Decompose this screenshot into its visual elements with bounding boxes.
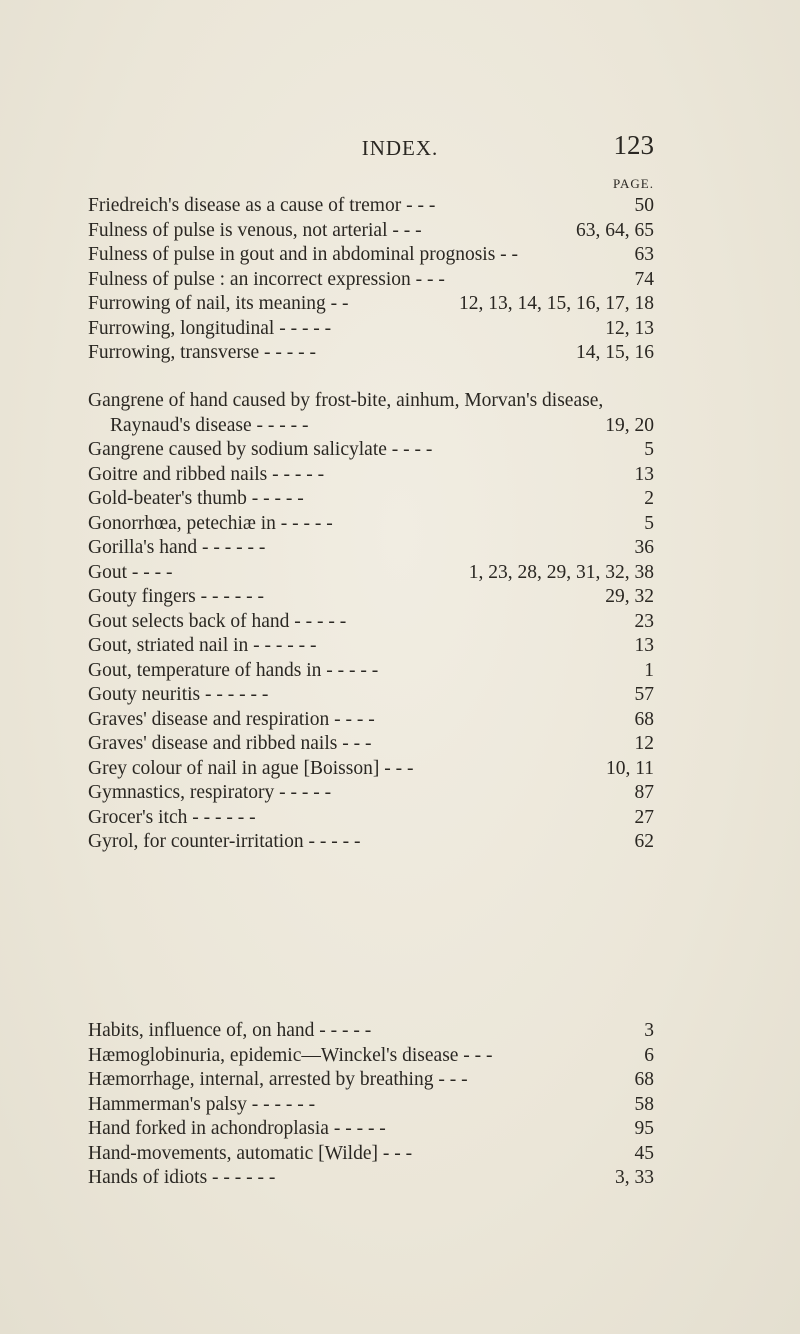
index-entry bbox=[88, 1019, 654, 1044]
index-entry-term: Hammerman's palsy - - - - - - bbox=[88, 1093, 316, 1115]
index-entry-pages: 23 bbox=[634, 610, 654, 632]
index-entry-pages: 63 bbox=[634, 244, 654, 265]
index-entry-pages: 19, 20 bbox=[605, 414, 654, 436]
index-entry-pages: 68 bbox=[634, 1069, 654, 1090]
index-entry-pages: 10, 11 bbox=[605, 757, 654, 779]
index-entry-pages: 45 bbox=[634, 1142, 654, 1164]
index-entry-term: Graves' disease and ribbed nails - - - bbox=[88, 733, 372, 754]
index-entry-pages: 2 bbox=[644, 488, 654, 509]
index-entry bbox=[88, 341, 654, 366]
index-entry bbox=[88, 1142, 654, 1167]
index-entry-pages: 62 bbox=[634, 831, 654, 852]
index-section-f bbox=[88, 194, 654, 366]
index-entry-term: Hæmoglobinuria, epidemic—Winckel's disease - - - bbox=[88, 1044, 493, 1066]
index-entry-pages: 1 bbox=[644, 659, 654, 681]
index-entry-pages: 58 bbox=[634, 1093, 654, 1115]
index-entry bbox=[88, 781, 654, 806]
index-entry-term: Furrowing, longitudinal - - - - - bbox=[88, 317, 332, 339]
index-entry bbox=[88, 389, 654, 414]
index-entry-term: Gout - - - - bbox=[88, 561, 173, 583]
index-entry-pages: 6 bbox=[644, 1044, 654, 1066]
index-entry-term: Gangrene caused by sodium salicylate - - - - bbox=[88, 439, 433, 460]
index-entry bbox=[88, 536, 654, 561]
index-entry bbox=[88, 1166, 654, 1191]
index-entry bbox=[88, 219, 654, 244]
index-entry-pages: 12, 13 bbox=[605, 317, 654, 339]
index-entry-pages: 5 bbox=[644, 439, 654, 460]
index-entry-term: Friedreich's disease as a cause of tremor - - - bbox=[88, 195, 436, 216]
index-entry bbox=[88, 463, 654, 488]
index-entry-term: Gouty fingers - - - - - - bbox=[88, 586, 264, 607]
index-entry-term: Gorilla's hand - - - - - - bbox=[88, 537, 266, 558]
index-entry-term: Gold-beater's thumb - - - - - bbox=[88, 488, 304, 509]
index-entry-term: Gout selects back of hand - - - - - bbox=[88, 610, 347, 632]
index-entry bbox=[88, 317, 654, 342]
index-entry-term: Hand forked in achondroplasia - - - - - bbox=[88, 1118, 386, 1139]
index-entry-term: Gangrene of hand caused by frost-bite, ainhum, Morvan's disease, bbox=[88, 390, 604, 411]
index-entry-term: Gyrol, for counter-irritation - - - - - bbox=[88, 831, 361, 852]
index-entry bbox=[88, 610, 654, 635]
index-entry-pages: 87 bbox=[634, 782, 654, 803]
index-entry bbox=[88, 1068, 654, 1093]
index-entry-pages: 95 bbox=[634, 1118, 654, 1139]
index-entry-pages: 36 bbox=[634, 537, 654, 558]
index-entry bbox=[88, 292, 654, 317]
index-entry-pages: 29, 32 bbox=[605, 586, 654, 607]
index-entry bbox=[88, 1117, 654, 1142]
index-entry-pages: 63, 64, 65 bbox=[576, 219, 654, 241]
index-entry-term: Gout, striated nail in - - - - - - bbox=[88, 635, 317, 656]
index-entry bbox=[88, 806, 654, 831]
index-entry-pages: 3 bbox=[644, 1020, 654, 1041]
index-entry-term: Grey colour of nail in ague [Boisson] - - - bbox=[88, 757, 414, 779]
index-entry-term: Habits, influence of, on hand - - - - - bbox=[88, 1020, 372, 1041]
index-entry-pages: 74 bbox=[634, 268, 654, 290]
page-number: 123 bbox=[613, 130, 654, 160]
index-entry bbox=[88, 512, 654, 537]
index-entry-pages: 14, 15, 16 bbox=[576, 342, 654, 363]
index-entry bbox=[88, 757, 654, 782]
index-entry-term: Gouty neuritis - - - - - - bbox=[88, 684, 269, 705]
index-entry bbox=[88, 708, 654, 733]
index-entry-term: Hands of idiots - - - - - - bbox=[88, 1167, 276, 1188]
page-column-label: PAGE. bbox=[612, 176, 654, 191]
index-entry bbox=[88, 1044, 654, 1069]
page-header-title: INDEX. bbox=[361, 136, 439, 160]
index-entry bbox=[88, 585, 654, 610]
index-entry-pages: 12 bbox=[634, 733, 654, 754]
index-entry-term: Grocer's itch - - - - - - bbox=[88, 806, 256, 828]
index-entry bbox=[88, 414, 654, 439]
index-entry-pages: 13 bbox=[634, 635, 654, 656]
index-entry-pages: 68 bbox=[634, 708, 654, 730]
index-entry-pages: 27 bbox=[634, 806, 654, 828]
index-entry-term: Gonorrhœa, petechiæ in - - - - - bbox=[88, 512, 333, 534]
index-entry bbox=[88, 243, 654, 268]
index-entry-term: Gout, temperature of hands in - - - - - bbox=[88, 659, 379, 681]
index-section-g bbox=[88, 389, 654, 855]
index-entry bbox=[88, 487, 654, 512]
index-entry-pages: 5 bbox=[644, 512, 654, 534]
index-entry bbox=[88, 268, 654, 293]
index-entry-term: Hand-movements, automatic [Wilde] - - - bbox=[88, 1142, 413, 1164]
index-entry-term: Fulness of pulse is venous, not arterial - - - bbox=[88, 219, 422, 241]
index-entry-term: Fulness of pulse : an incorrect expression - - - bbox=[88, 268, 445, 290]
index-entry-term: Fulness of pulse in gout and in abdominal prognosis - - bbox=[88, 244, 519, 265]
index-entry-pages: 50 bbox=[634, 195, 654, 216]
index-entry-pages: 12, 13, 14, 15, 16, 17, 18 bbox=[459, 293, 654, 314]
index-entry-term: Gymnastics, respiratory - - - - - bbox=[88, 782, 332, 803]
index-entry-term: Graves' disease and respiration - - - - bbox=[88, 708, 375, 730]
index-entry bbox=[88, 659, 654, 684]
index-entry-pages: 57 bbox=[634, 684, 654, 705]
index-entry bbox=[88, 830, 654, 855]
index-entry-term: Furrowing of nail, its meaning - - bbox=[88, 293, 349, 314]
index-entry bbox=[88, 634, 654, 659]
index-entry bbox=[88, 1093, 654, 1118]
index-entry bbox=[88, 194, 654, 219]
index-entry-term: Raynaud's disease - - - - - bbox=[110, 414, 309, 436]
index-entry-pages: 3, 33 bbox=[615, 1167, 654, 1188]
index-entry-term: Hæmorrhage, internal, arrested by breathing - - - bbox=[88, 1069, 468, 1090]
index-entry-pages: 13 bbox=[634, 463, 654, 485]
index-section-h bbox=[88, 1019, 654, 1191]
index-entry bbox=[88, 683, 654, 708]
index-entry-term: Furrowing, transverse - - - - - bbox=[88, 342, 316, 363]
index-entry-pages: 1, 23, 28, 29, 31, 32, 38 bbox=[468, 561, 654, 583]
index-entry-term: Goitre and ribbed nails - - - - - bbox=[88, 463, 325, 485]
index-entry bbox=[88, 438, 654, 463]
index-entry bbox=[88, 561, 654, 586]
index-entry bbox=[88, 732, 654, 757]
